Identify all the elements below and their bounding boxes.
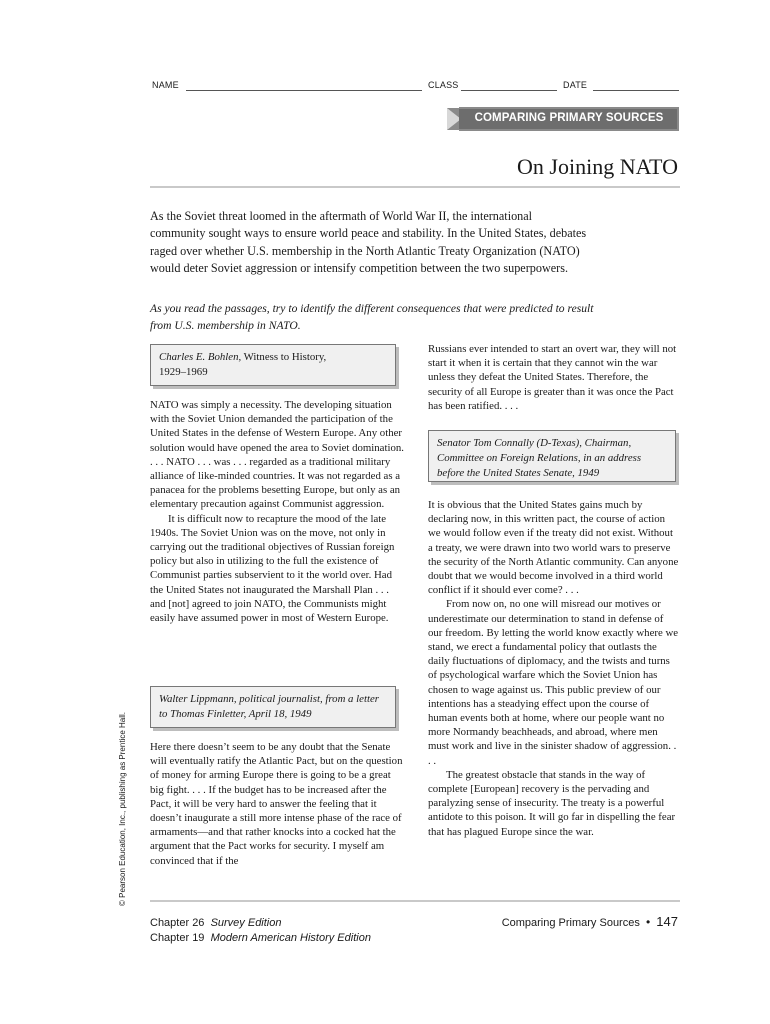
footer-bullet: • (645, 915, 651, 929)
excerpt-paragraph: The greatest obstacle that stands in the way of complete [European] recovery is the pervading and paralyzing sense of insecurity. The treaty is a powerful antidote to this poison. It will go far in dispelling the fear that has plagued Europe since the war. (428, 768, 676, 838)
page-number: 147 (656, 914, 678, 929)
date-label: DATE (563, 80, 588, 90)
source-box-lippmann: Walter Lippmann, political journalist, from a letter to Thomas Finletter, April 18, 1949 (150, 686, 396, 728)
class-field[interactable] (461, 90, 557, 91)
bohlen-excerpt (150, 398, 404, 625)
banner-label: COMPARING PRIMARY SOURCES (474, 112, 664, 124)
source-author: Charles E. Bohlen, (159, 351, 242, 363)
excerpt-paragraph: It is obvious that the United States gains much by declaring now, in this written pact, the course of action we would follow even if the treaty did not exist. Without a treaty, we were drawn into two world wars to preserve the security of the North Atlantic community. Can anyone doubt that we would become involved in a third world conflict if it should ever come? . . . (428, 499, 679, 597)
edition-name: Survey Edition (210, 917, 282, 929)
chapter-number: Chapter 19 (150, 931, 205, 944)
footer-chapters (150, 916, 371, 945)
connally-excerpt (428, 498, 680, 839)
page-title: On Joining NATO (517, 154, 678, 179)
source-box-bohlen (150, 344, 396, 386)
section-banner (447, 107, 679, 131)
excerpt-paragraph: Here there doesn’t seem to be any doubt that the Senate will eventually ratify the Atlantic Pact, but on the question of money for arming Europe there is going to be a great big fight. . . . If the budget has to be increased after the Pact, it will be very hard to answer the feeling that it doesn’t inaugurate a still more intense phase of the race of armaments—and that rather knocks into a cocked hat the argument that the Pact works for security. I myself am convinced that if the (150, 741, 403, 867)
copyright-notice: © Pearson Education, Inc., publishing as Prentice Hall. (118, 712, 127, 906)
date-field[interactable] (593, 90, 679, 91)
excerpt-paragraph: It is difficult now to recapture the mood of the late 1940s. The Soviet Union was on the move, not only in carrying out the traditional objectives of Russian foreign policy but also in utilizing to the full the existence of Communist parties subservient to it the world over. Had the United States not inaugurated the Marshall Plan . . . and [not] agreed to join NATO, the Communists might easily have assumed power in most of Western Europe. (150, 512, 395, 625)
edition-name: Modern American History Edition (210, 931, 371, 944)
instructions: As you read the passages, try to identify the different consequences that were predicted to result from U.S. membership in NATO. (150, 302, 594, 332)
chapter-number: Chapter 26 (150, 917, 205, 929)
title-rule (150, 186, 680, 188)
class-label: CLASS (428, 80, 459, 90)
footer-page-info (502, 914, 678, 929)
name-label: NAME (152, 80, 179, 90)
source-book: Witness to History, (241, 351, 327, 363)
lippmann-excerpt (150, 740, 404, 868)
intro-paragraph: As the Soviet threat loomed in the aftermath of World War II, the international community sought ways to ensure world peace and stability. In the United States, debates raged over whether U.S. membership in the North Atlantic Treaty Organization (NATO) would deter Soviet aggression or intensify competition between the two superpowers. (150, 209, 587, 276)
excerpt-paragraph: Russians ever intended to start an overt war, they will not start it when it is certain that they cannot win the war unless they defeat the United States. Therefore, the security of all Europe is greater than it was once the Pact has been ratified. . . . (428, 343, 677, 412)
source-years: 1929–1969 (159, 366, 208, 378)
excerpt-paragraph: NATO was simply a necessity. The developing situation with the Soviet Union demanded the participation of the United States in the defense of Western Europe. Any other solution would have opened the area to Soviet domination. . . . NATO . . . was . . . regarded as a traditional military alliance of like-minded countries. It was not regarded as a panacea for the problems besetting Europe, but only as an elementary precaution against Communist aggression. (150, 399, 404, 511)
excerpt-paragraph: From now on, no one will misread our motives or underestimate our determination to stand in defense of our freedom. By letting the world know exactly where we stand, we erect a fundamental policy that outlasts the daily fluctuations of diplomacy, and the twists and turns of psychological warfare which the Soviet Union has chosen to wage against us. This public preview of our intentions has a steadying effect upon the course of human events both at home, where our people want no more Normandy beachheads, and abroad, where men must work and live in the sinister shadow of aggression. . . . (428, 598, 679, 767)
lippmann-excerpt-continued (428, 342, 680, 413)
footer-section: Comparing Primary Sources (501, 917, 640, 929)
source-box-connally: Senator Tom Connally (D-Texas), Chairman, Committee on Foreign Relations, in an address before the United States Senate, 1949 (428, 430, 676, 482)
footer-rule (150, 900, 680, 902)
name-field[interactable] (186, 90, 422, 91)
